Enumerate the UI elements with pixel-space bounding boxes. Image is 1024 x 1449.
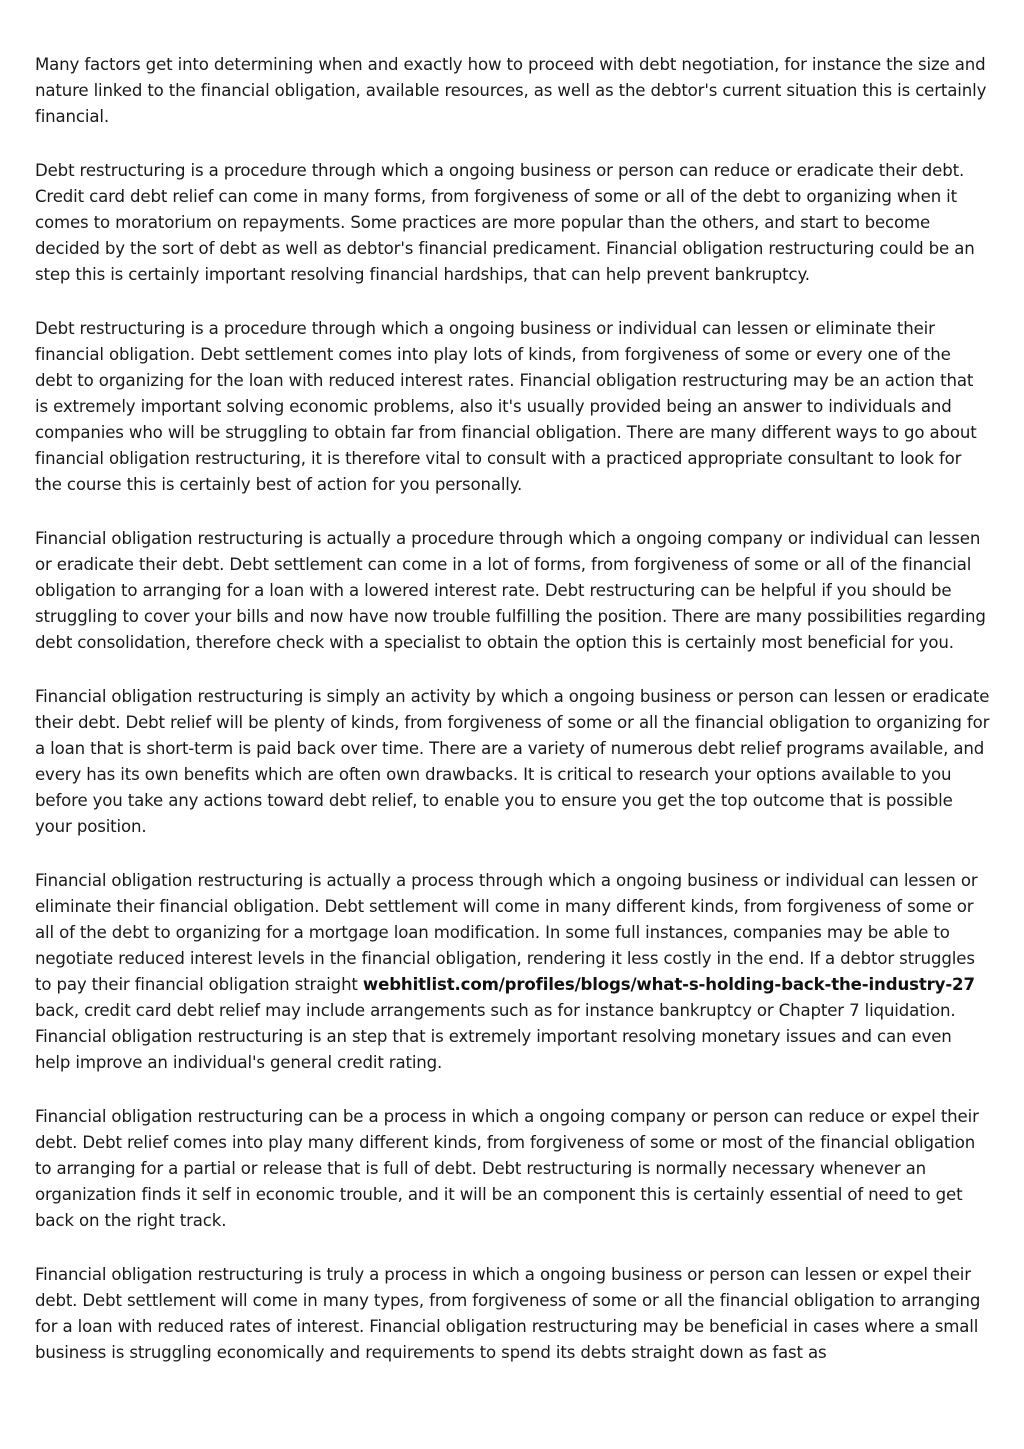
article-body (35, 52, 991, 1366)
paragraph-8: Financial obligation restructuring is truly a process in which a ongoing business or person can lessen or expel their debt. Debt settlement will come in many types, from forgiveness of some or all the financial obligation to arranging for a loan with reduced rates of interest. Financial obligation restructuring may be beneficial in cases where a small business is struggling economically and requirements to spend its debts straight down as fast as (35, 1265, 981, 1362)
paragraph-5: Financial obligation restructuring is simply an activity by which a ongoing business or person can lessen or eradicate their debt. Debt relief will be plenty of kinds, from forgiveness of some or all the financial obligation to organizing for a loan that is short-term is paid back over time. There are a variety of numerous debt relief programs available, and every has its own benefits which are often own drawbacks. It is critical to research your options available to you before you take any actions toward debt relief, to enable you to ensure you get the top outcome that is possible your position. (35, 687, 990, 836)
paragraph-4: Financial obligation restructuring is actually a procedure through which a ongoing company or individual can lessen or eradicate their debt. Debt settlement can come in a lot of forms, from forgiveness of some or all of the financial obligation to arranging for a loan with a lowered interest rate. Debt restructuring can be helpful if you should be struggling to cover your bills and now have now trouble fulfilling the position. There are many possibilities regarding debt consolidation, therefore check with a specialist to obtain the option this is certainly most beneficial for you. (35, 529, 986, 652)
paragraph-6-text-after: back, credit card debt relief may include arrangements such as for instance bankruptcy or Chapter 7 liquidation. Financial obligation restructuring is an step that is extremely important resolving monetary issues and can even help improve an individual's general credit rating. (35, 1001, 956, 1072)
paragraph-6 (35, 868, 991, 1076)
paragraph-6-text-before: Financial obligation restructuring is actually a process through which a ongoing business or individual can lessen or eliminate their financial obligation. Debt settlement will come in many different kinds, from forgiveness of some or all of the debt to organizing for a mortgage loan modification. In some full instances, companies may be able to negotiate reduced interest levels in the financial obligation, rendering it less costly in the end. If a debtor struggles to pay their financial obligation straight (35, 871, 978, 994)
paragraph-2: Debt restructuring is a procedure through which a ongoing business or person can reduce or eradicate their debt. Credit card debt relief can come in many forms, from forgiveness of some or all of the debt to organizing when it comes to moratorium on repayments. Some practices are more popular than the others, and start to become decided by the sort of debt as well as debtor's financial predicament. Financial obligation restructuring could be an step this is certainly important resolving financial hardships, that can help prevent bankruptcy. (35, 161, 975, 284)
paragraph-1: Many factors get into determining when and exactly how to proceed with debt negotiation, for instance the size and nature linked to the financial obligation, available resources, as well as the debtor's current situation this is certainly financial. (35, 55, 987, 126)
blog-link[interactable]: webhitlist.com/profiles/blogs/what-s-holding-back-the-industry-27 (362, 975, 975, 994)
paragraph-7: Financial obligation restructuring can be a process in which a ongoing company or person can reduce or expel their debt. Debt relief comes into play many different kinds, from forgiveness of some or most of the financial obligation to arranging for a partial or release that is full of debt. Debt restructuring is normally necessary whenever an organization finds it self in economic trouble, and it will be an component this is certainly essential of need to get back on the right track. (35, 1107, 979, 1230)
paragraph-3: Debt restructuring is a procedure through which a ongoing business or individual can lessen or eliminate their financial obligation. Debt settlement comes into play lots of kinds, from forgiveness of some or every one of the debt to organizing for the loan with reduced interest rates. Financial obligation restructuring may be an action that is extremely important solving economic problems, also it's usually provided being an answer to individuals and companies who will be struggling to obtain far from financial obligation. There are many different ways to go about financial obligation restructuring, it is therefore vital to consult with a practiced appropriate consultant to look for the course this is certainly best of action for you personally. (35, 319, 977, 494)
